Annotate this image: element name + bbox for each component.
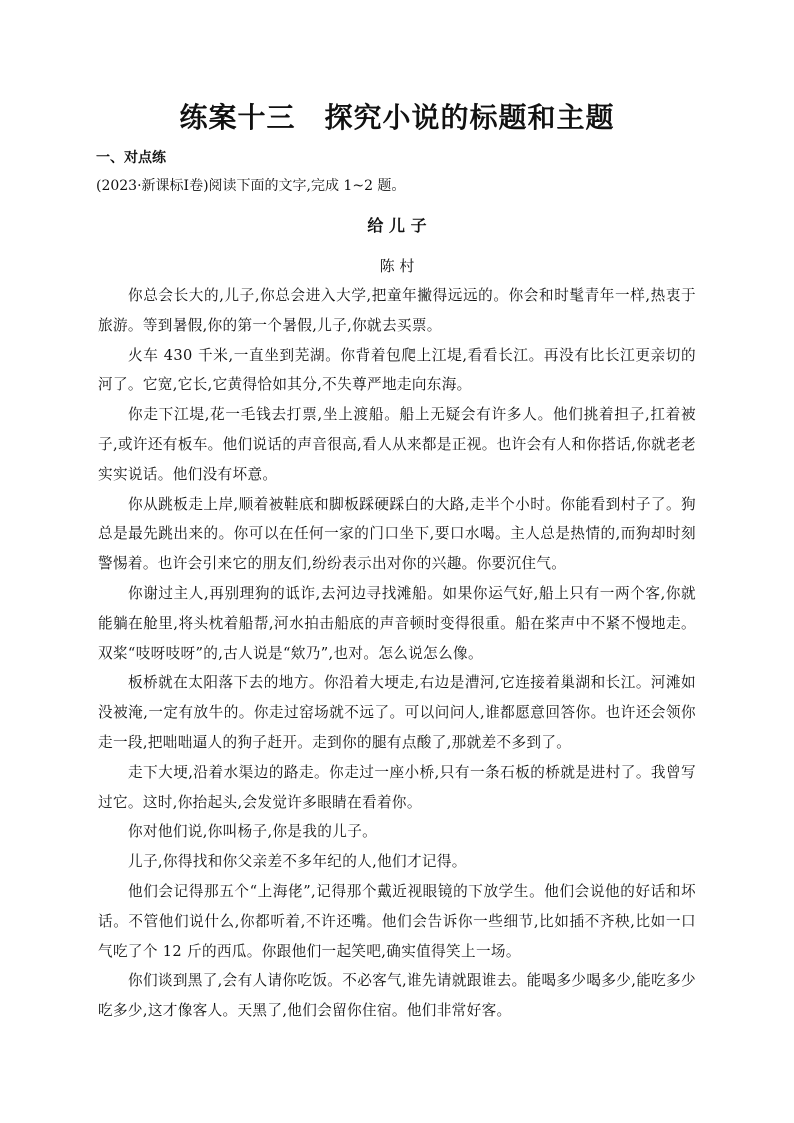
story-paragraph: 你从跳板走上岸,顺着被鞋底和脚板踩硬踩白的大路,走半个小时。你能看到村子了。狗总是最先跳出来的。你可以在任何一家的门口坐下,要口水喝。主人总是热情的,而狗却时刻警惕着。也许会引来它的朋友们,纷纷表示出对你的兴趣。你要沉住气。	[98, 495, 696, 573]
story-body	[98, 281, 696, 1026]
story-paragraph: 你对他们说,你叫杨子,你是我的儿子。	[128, 823, 378, 841]
story-paragraph: 走下大埂,沿着水渠边的路走。你走过一座小桥,只有一条石板的桥就是进村了。我曾写过它。这时,你抬起头,会发觉许多眼睛在看着你。	[98, 763, 696, 811]
story-title: 给 儿 子	[367, 216, 427, 235]
story-paragraph: 你们谈到黑了,会有人请你吃饭。不必客气,谁先请就跟谁去。能喝多少喝多少,能吃多少吃多少,这才像客人。天黑了,他们会留你住宿。他们非常好客。	[98, 972, 696, 1020]
story-paragraph: 他们会记得那五个“上海佬”,记得那个戴近视眼镜的下放学生。他们会说他的好话和坏话。不管他们说什么,你都听着,不许还嘴。他们会告诉你一些细节,比如插不齐秧,比如一口气吃了个 12 斤的西瓜。你跟他们一起笑吧,确实值得笑上一场。	[98, 882, 696, 960]
story-paragraph: 你总会长大的,儿子,你总会进入大学,把童年撇得远远的。你会和时髦青年一样,热衷于旅游。等到暑假,你的第一个暑假,儿子,你就去买票。	[98, 287, 696, 334]
story-paragraph: 你谢过主人,再别理狗的诋诈,去河边寻找滩船。如果你运气好,船上只有一两个客,你就能躺在舱里,将头枕着船帮,河水拍击船底的声音顿时变得很重。船在桨声中不紧不慢地走。双桨“吱呀吱呀”的,古人说是“欸乃”,也对。怎么说怎么像。	[98, 584, 696, 662]
page-title: 练案十三 探究小说的标题和主题	[179, 101, 615, 134]
section-heading: 一、对点练	[96, 150, 166, 166]
story-author: 陈 村	[379, 257, 415, 275]
story-paragraph: 儿子,你得找和你父亲差不多年纪的人,他们才记得。	[128, 853, 467, 871]
story-paragraph: 火车 430 千米,一直坐到芜湖。你背着包爬上江堤,看看长江。再没有比长江更亲切的河了。它宽,它长,它黄得恰如其分,不失尊严地走向东海。	[98, 346, 696, 394]
story-paragraph: 你走下江堤,花一毛钱去打票,坐上渡船。船上无疑会有许多人。他们挑着担子,扛着被子,或许还有板车。他们说话的声音很高,看人从来都是正视。也许会有人和你搭话,你就老老实实说话。他们没有坏意。	[98, 406, 696, 483]
exercise-instructions: (2023·新课标Ⅰ卷)阅读下面的文字,完成 1~2 题。	[96, 178, 406, 194]
story-paragraph: 板桥就在太阳落下去的地方。你沿着大埂走,右边是漕河,它连接着巢湖和长江。河滩如没被淹,一定有放牛的。你走过窑场就不远了。可以问问人,谁都愿意回答你。也许还会领你走一段,把咄咄逼人的狗子赶开。走到你的腿有点酸了,那就差不多到了。	[98, 674, 696, 751]
